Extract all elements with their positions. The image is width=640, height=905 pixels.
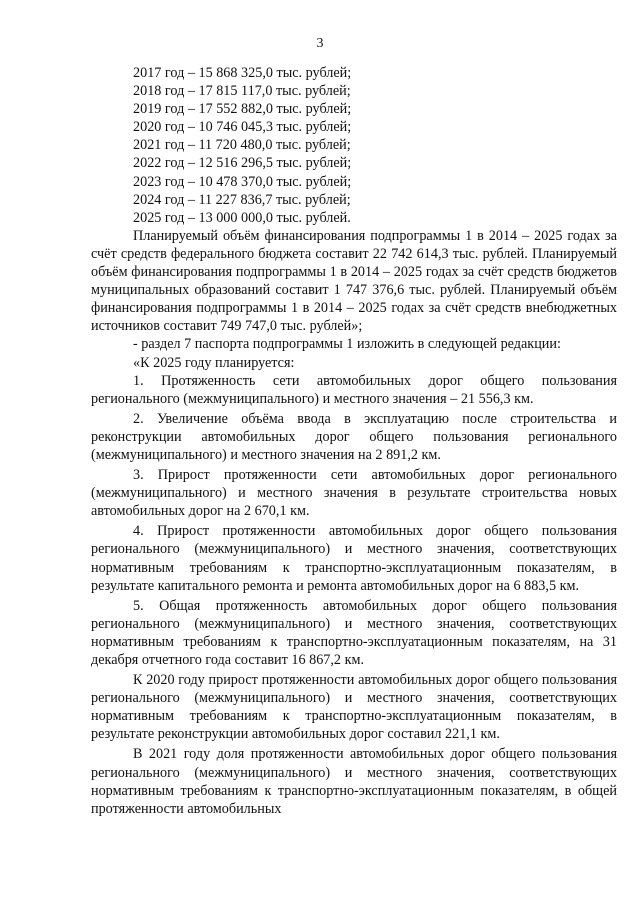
target-item-3: 3. Прирост протяженности сети автомобильных дорог регионального (межмуниципального) и местного значения в результате строительства новых автомобильных дорог на 2 670,1 км. — [91, 467, 617, 520]
year-funding-2018: 2018 год – 17 815 117,0 тыс. рублей; — [133, 83, 351, 100]
funding-summary-paragraph: Планируемый объём финансирования подпрограммы 1 в 2014 – 2025 годах за счёт средств федерального бюджета составит 22 742 614,3 тыс. рублей. Планируемый объём финансирования подпрограммы 1 в 2014 – 2025 годах за счёт средств бюджетов муниципальных образований составит 1 747 376,6 тыс. рублей. Планируемый объём финансирования подпрограммы 1 в 2014 – 2025 годах за счёт средств внебюджетных источников составит 749 747,0 тыс. рублей»; — [91, 227, 617, 335]
result-2020-paragraph: К 2020 году прирост протяженности автомобильных дорог общего пользования регионального (межмуниципального) и местного значения, соответствующих нормативным требованиям к транспортно-эксплуатационным показателям, в результате реконструкции автомобильных дорог составил 221,1 км. — [91, 672, 617, 743]
result-2021-paragraph: В 2021 году доля протяженности автомобильных дорог общего пользования регионального (межмуниципального) и местного значения, соответствующих нормативным требованиям к транспортно-эксплуатационным показателям, в общей протяженности автомобильных — [91, 746, 617, 817]
target-item-1: 1. Протяженность сети автомобильных дорог общего пользования регионального (межмуниципального) и местного значения – 21 556,3 км. — [91, 372, 617, 407]
page-number: 3 — [316, 36, 324, 51]
year-funding-list — [91, 64, 617, 227]
target-item-4: 4. Прирост протяженности автомобильных дорог общего пользования регионального (межмуниципального) и местного значения, соответствующих нормативным требованиям к транспортно-эксплуатационным показателям, в результате капитального ремонта и ремонта автомобильных дорог на 6 883,5 км. — [91, 523, 617, 594]
section-7-instruction: - раздел 7 паспорта подпрограммы 1 изложить в следующей редакции: — [133, 336, 561, 353]
year-funding-2021: 2021 год – 11 720 480,0 тыс. рублей; — [133, 137, 351, 154]
document-body — [91, 64, 617, 818]
target-item-5: 5. Общая протяженность автомобильных дорог общего пользования регионального (межмуниципального) и местного значения, соответствующих нормативным требованиям к транспортно-эксплуатационным показателям, на 31 декабря отчетного года составит 16 867,2 км. — [91, 597, 617, 668]
year-funding-2022: 2022 год – 12 516 296,5 тыс. рублей; — [133, 155, 352, 172]
year-funding-2019: 2019 год – 17 552 882,0 тыс. рублей; — [133, 101, 352, 118]
planned-by-2025-heading: «К 2025 году планируется: — [133, 354, 295, 371]
year-funding-2024: 2024 год – 11 227 836,7 тыс. рублей; — [133, 191, 351, 208]
year-funding-2020: 2020 год – 10 746 045,3 тыс. рублей; — [133, 119, 352, 136]
year-funding-2017: 2017 год – 15 868 325,0 тыс. рублей; — [133, 65, 352, 81]
year-funding-2023: 2023 год – 10 478 370,0 тыс. рублей; — [133, 173, 352, 190]
target-item-2: 2. Увеличение объёма ввода в эксплуатацию после строительства и реконструкции автомобильных дорог общего пользования регионального (межмуниципального) и местного значения на 2 891,2 км. — [91, 410, 617, 463]
year-funding-2025: 2025 год – 13 000 000,0 тыс. рублей. — [133, 209, 351, 226]
